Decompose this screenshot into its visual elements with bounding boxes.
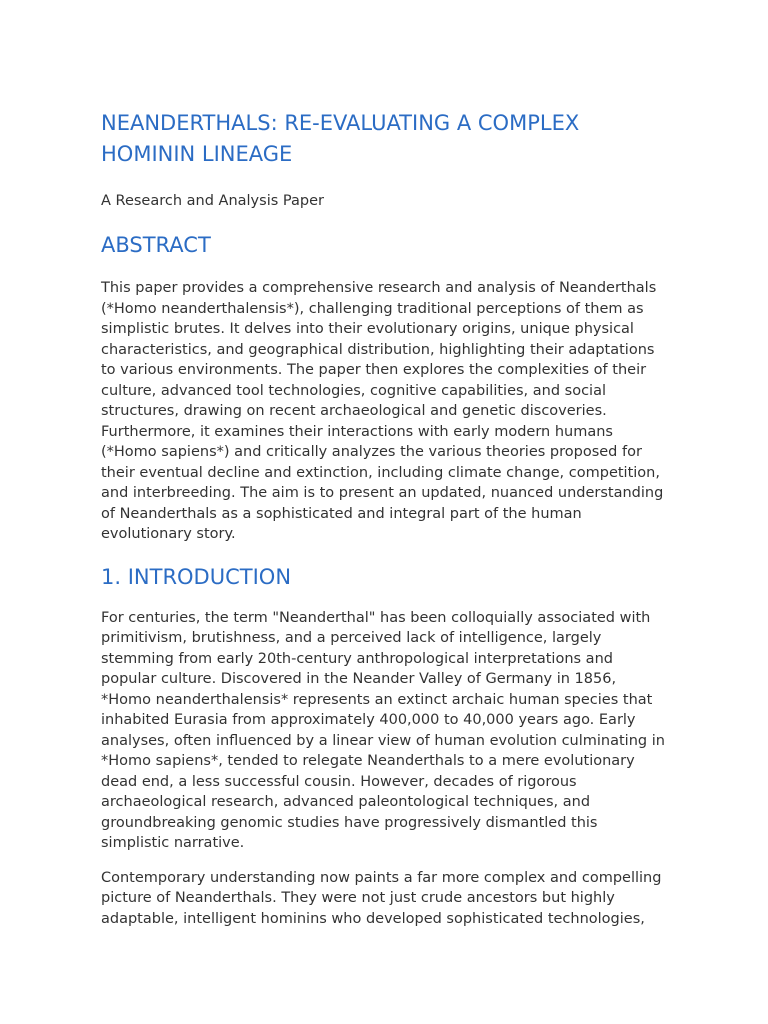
introduction-paragraph-2: Contemporary understanding now paints a far more complex and compelling picture of Neanderthals. They were not just crude ancestors but highly adaptable, intelligent hominins who developed sophisticated technologies,: [101, 869, 662, 927]
paper-subtitle: A Research and Analysis Paper: [101, 193, 324, 209]
abstract-text: This paper provides a comprehensive research and analysis of Neanderthals (*Homo neanderthalensis*), challenging traditional perceptions of them as simplistic brutes. It delves into their evolutionary origins, unique physical characteristics, and geographical distribution, highlighting their adaptations to various environments. The paper then explores the complexities of their culture, advanced tool technologies, cognitive capabilities, and social structures, drawing on recent archaeological and genetic discoveries. Furthermore, it examines their interactions with early modern humans (*Homo sapiens*) and critically analyzes the various theories proposed for their eventual decline and extinction, including climate change, competition, and interbreeding. The aim is to present an updated, nuanced understanding of Neanderthals as a sophisticated and integral part of the human evolutionary story.: [101, 280, 664, 542]
paper-title: NEANDERTHALS: RE-EVALUATING A COMPLEX HOMININ LINEAGE: [101, 111, 580, 166]
document-page: [101, 108, 668, 929]
introduction-heading: 1. INTRODUCTION: [101, 564, 292, 589]
introduction-paragraph-1: For centuries, the term "Neanderthal" has been colloquially associated with primitivism, brutishness, and a perceived lack of intelligence, largely stemming from early 20th-century anthropological interpretations and popular culture. Discovered in the Neander Valley of Germany in 1856, *Homo neanderthalensis* represents an extinct archaic human species that inhabited Eurasia from approximately 400,000 to 40,000 years ago. Early analyses, often influenced by a linear view of human evolution culminating in *Homo sapiens*, tended to relegate Neanderthals to a mere evolutionary dead end, a less successful cousin. However, decades of rigorous archaeological research, advanced paleontological techniques, and groundbreaking genomic studies have progressively dismantled this simplistic narrative.: [101, 609, 665, 851]
abstract-heading: ABSTRACT: [101, 233, 211, 257]
